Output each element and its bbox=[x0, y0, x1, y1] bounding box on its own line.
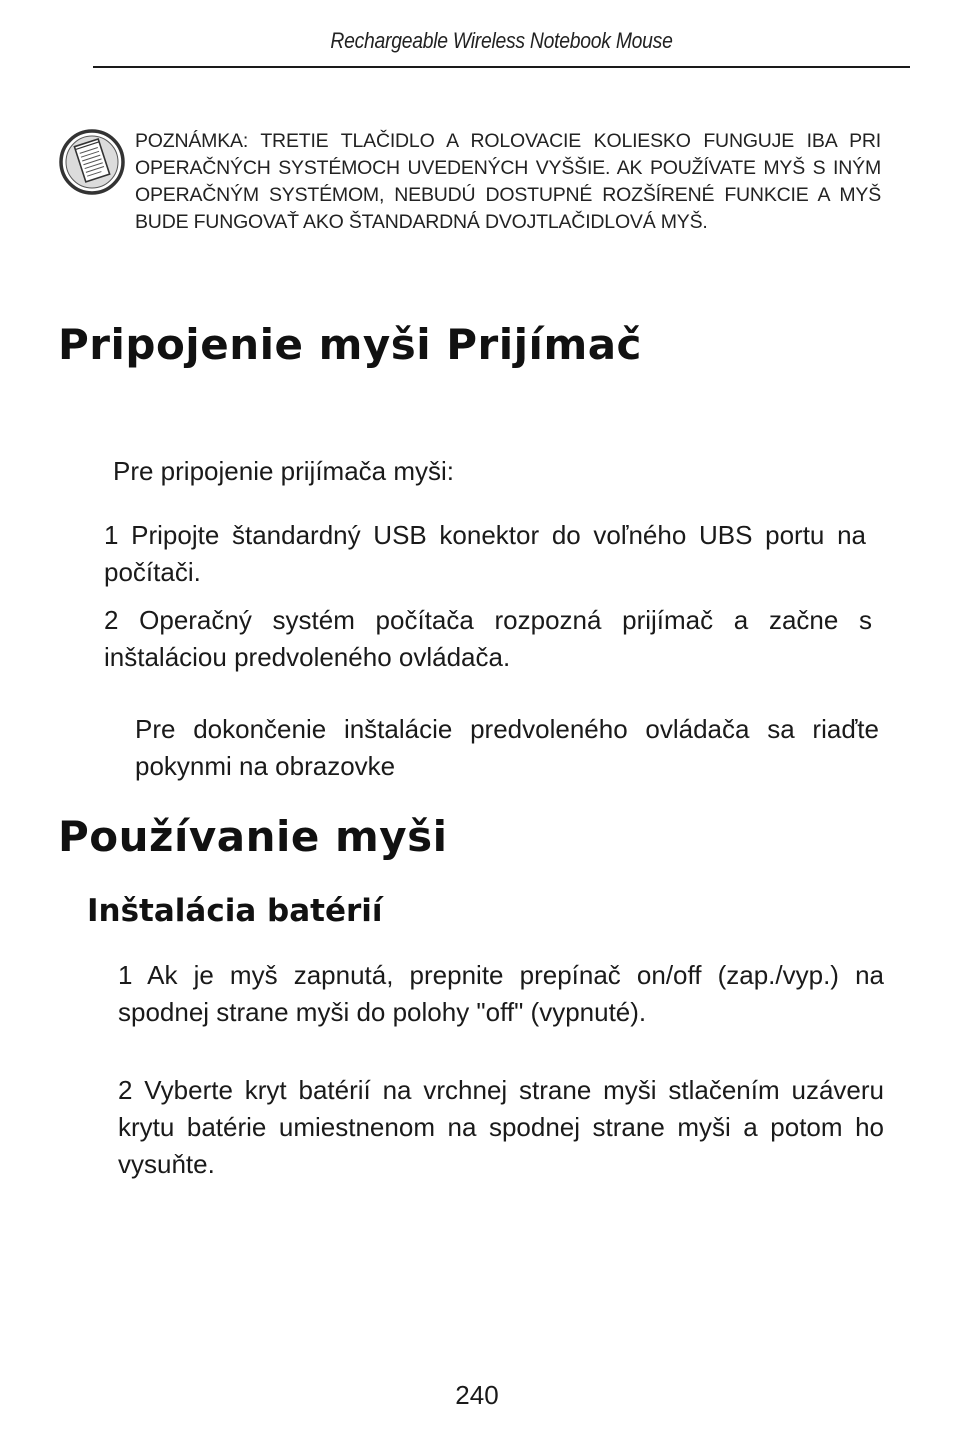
section-heading-using-mouse: Používanie myši bbox=[58, 812, 448, 861]
running-header: Rechargeable Wireless Notebook Mouse bbox=[330, 28, 673, 53]
subheading-battery-install: Inštalácia batérií bbox=[87, 893, 383, 929]
page-number: 240 bbox=[455, 1380, 499, 1410]
receiver-intro: Pre pripojenie prijímača myši: bbox=[113, 456, 455, 486]
note-text: POZNÁMKA: TRETIE TLAČIDLO A ROLOVACIE KOLIESKO FUNGUJE IBA PRI OPERAČNÝCH SYSTÉMOCH UVEDENÝCH VYŠŠIE. AK POUŽÍVATE MYŠ S INÝM OPERAČNÝM SYSTÉMOM, NEBUDÚ DOSTUPNÉ ROZŠÍRENÉ FUNKCIE A MYŠ BUDE FUNGOVAŤ AKO ŠTANDARDNÁ DVOJTLAČIDLOVÁ MYŠ. bbox=[135, 130, 881, 233]
battery-step-1: 1 Ak je myš zapnutá, prepnite prepínač on/off (zap./vyp.) na spodnej strane myši do polohy "off" (vypnuté). bbox=[118, 960, 884, 1027]
battery-step-2: 2 Vyberte kryt batérií na vrchnej strane myši stlačením uzáveru krytu batérie umiestnenom na spodnej strane myši a potom ho vysuňte. bbox=[118, 1075, 884, 1179]
section-heading-receiver: Pripojenie myši Prijímač bbox=[58, 320, 642, 369]
notepad-icon bbox=[58, 128, 126, 196]
header-rule bbox=[93, 66, 910, 68]
receiver-step-1: 1 Pripojte štandardný USB konektor do voľného UBS portu na počítači. bbox=[104, 520, 866, 587]
receiver-followup: Pre dokončenie inštalácie predvoleného ovládača sa riaďte pokynmi na obrazovke bbox=[135, 714, 879, 781]
receiver-step-2: 2 Operačný systém počítača rozpozná prijímač a začne s inštaláciou predvoleného ovládača. bbox=[104, 605, 872, 672]
